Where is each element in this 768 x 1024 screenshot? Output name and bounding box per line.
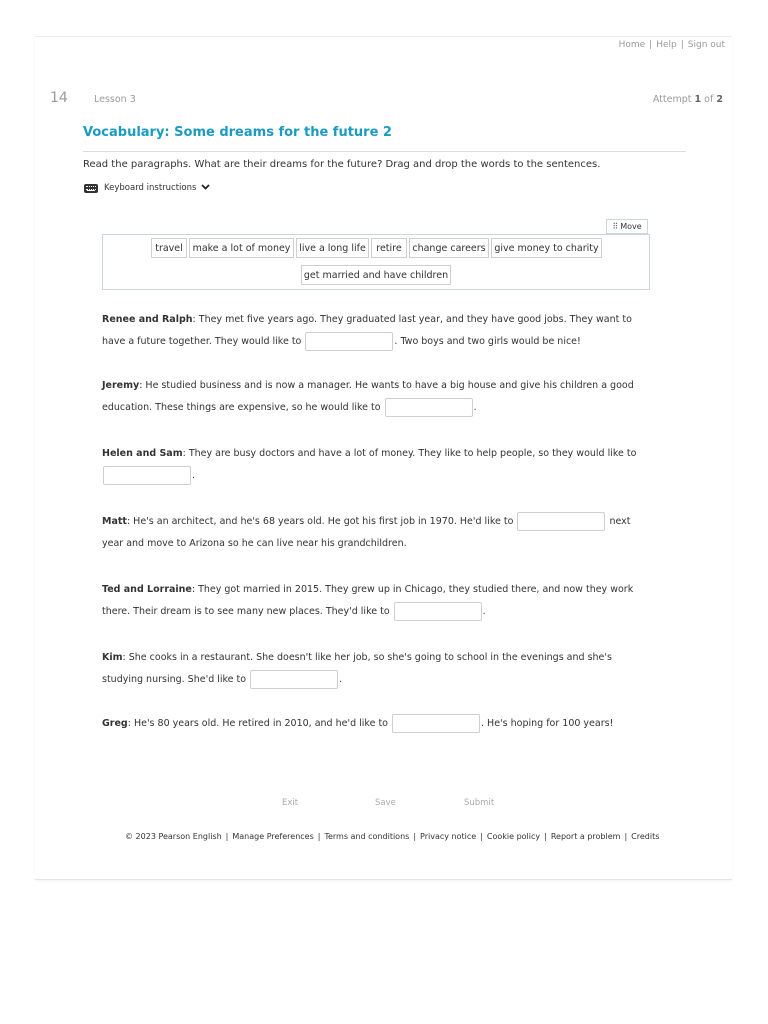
activity-title: Vocabulary: Some dreams for the future 2 — [83, 125, 392, 140]
paragraph-text: : They met five years ago. They graduated last year, and they have good jobs. They want to have a future together. They would like to — [102, 314, 632, 347]
paragraph-text: : He studied business and is now a manager. He wants to have a big house and give his children a good education. These things are expensive, so he would like to — [102, 380, 634, 413]
drop-zone[interactable] — [517, 512, 605, 531]
paragraph-text: . He's hoping for 100 years! — [481, 718, 614, 729]
drag-handle-icon: ⠿ — [612, 222, 618, 231]
paragraph-text: . — [192, 470, 196, 481]
word-chip[interactable]: retire — [371, 238, 407, 258]
word-chip[interactable]: change careers — [409, 238, 489, 258]
word-chip[interactable]: make a lot of money — [189, 238, 294, 258]
legal-footer — [125, 832, 659, 841]
paragraph-text: : She cooks in a restaurant. She doesn't like her job, so she's going to school in the evenings and she's studying nursing. She'd like to — [102, 652, 612, 685]
paragraph-subject: Jeremy — [102, 380, 140, 391]
paragraph-text: next year and move to Arizona so he can live near his grandchildren. — [102, 516, 631, 549]
cookie-policy-link[interactable]: Cookie policy — [486, 832, 541, 841]
drop-zone[interactable] — [385, 398, 473, 417]
drop-zone[interactable] — [250, 670, 338, 689]
paragraph-subject: Kim — [102, 652, 123, 663]
footer-separator: | — [317, 832, 321, 841]
move-word-bank-button[interactable] — [606, 219, 648, 234]
drop-zone[interactable] — [305, 332, 393, 351]
paragraph-matt — [102, 511, 652, 555]
attempt-counter — [653, 94, 723, 105]
save-button[interactable]: Save — [375, 798, 396, 808]
attempt-of: of — [704, 94, 714, 105]
paragraph-kim — [102, 647, 652, 691]
paragraph-text: : They are busy doctors and have a lot of money. They like to help people, so they would like to — [182, 448, 637, 459]
paragraph-subject: Helen and Sam — [102, 448, 183, 459]
paragraph-subject: Matt — [102, 516, 127, 527]
nav-separator: | — [649, 40, 653, 50]
footer-separator: | — [544, 832, 547, 841]
footer-separator: | — [480, 832, 483, 841]
top-nav — [619, 40, 725, 50]
privacy-link[interactable]: Privacy notice — [420, 832, 477, 841]
attempt-prefix: Attempt — [652, 94, 692, 105]
credits-link[interactable]: Credits — [631, 832, 660, 841]
lesson-label: Lesson 3 — [94, 94, 136, 105]
report-problem-link[interactable]: Report a problem — [550, 832, 621, 841]
paragraph-subject: Ted and Lorraine — [102, 584, 192, 595]
manage-preferences-link[interactable]: Manage Preferences — [232, 832, 314, 841]
copyright-text: © 2023 Pearson English — [125, 832, 222, 841]
paragraph-text: . — [339, 674, 343, 685]
help-link[interactable]: Help — [656, 40, 677, 50]
footer-separator: | — [413, 832, 417, 841]
word-chip[interactable]: get married and have children — [301, 265, 451, 285]
exit-button[interactable]: Exit — [282, 798, 299, 808]
drop-zone[interactable] — [103, 466, 191, 485]
home-link[interactable]: Home — [618, 40, 646, 50]
word-chip[interactable]: give money to charity — [491, 238, 602, 258]
paragraph-subject: Greg — [102, 718, 128, 729]
title-divider — [83, 151, 686, 152]
paragraph-text: . — [482, 606, 486, 617]
sign-out-link[interactable]: Sign out — [687, 40, 725, 50]
footer-separator: | — [624, 832, 628, 841]
submit-button[interactable]: Submit — [464, 798, 495, 808]
chevron-down-icon — [201, 183, 210, 193]
footer-separator: | — [225, 832, 229, 841]
paragraph-renee-ralph — [102, 309, 652, 353]
attempt-total: 2 — [716, 94, 723, 105]
move-label: Move — [620, 222, 642, 231]
terms-link[interactable]: Terms and conditions — [324, 832, 410, 841]
attempt-current: 1 — [694, 94, 702, 105]
paragraph-ted-lorraine — [102, 579, 652, 623]
paragraph-text: : He's 80 years old. He retired in 2010, and he'd like to — [127, 718, 388, 729]
keyboard-icon — [84, 184, 98, 193]
drop-zone[interactable] — [392, 714, 480, 733]
paragraph-greg — [102, 713, 652, 735]
paragraph-subject: Renee and Ralph — [102, 314, 193, 325]
activity-instructions: Read the paragraphs. What are their dreams for the future? Drag and drop the words to the sentences. — [83, 159, 601, 170]
keyboard-instructions-toggle[interactable] — [84, 183, 210, 193]
paragraph-text: : They got married in 2015. They grew up in Chicago, they studied there, and now they work there. Their dream is to see many new places. They'd like to — [102, 584, 634, 617]
drop-zone[interactable] — [394, 602, 482, 621]
question-number: 14 — [50, 90, 68, 106]
paragraph-text: . Two boys and two girls would be nice! — [394, 336, 581, 347]
paragraph-text: . — [473, 402, 477, 413]
paragraph-jeremy — [102, 375, 652, 419]
word-chip[interactable]: travel — [151, 238, 187, 258]
word-chip[interactable]: live a long life — [296, 238, 369, 258]
nav-separator: | — [680, 40, 684, 50]
paragraph-helen-sam — [102, 443, 652, 487]
keyboard-instructions-label: Keyboard instructions — [104, 183, 197, 193]
paragraph-text: : He's an architect, and he's 68 years old. He got his first job in 1970. He'd like to — [126, 516, 514, 527]
